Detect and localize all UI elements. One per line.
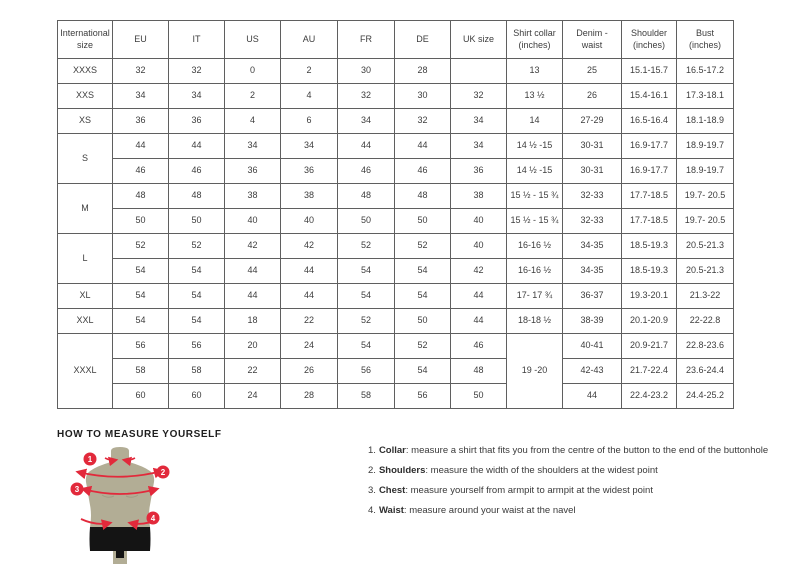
table-cell: 54 — [169, 259, 225, 284]
table-cell: 32-33 — [563, 209, 622, 234]
table-cell: 32-33 — [563, 184, 622, 209]
table-cell: 40 — [225, 209, 281, 234]
column-header-it: IT — [169, 21, 225, 59]
table-cell: 44 — [281, 259, 338, 284]
table-row-m-2 — [58, 209, 734, 234]
instruction-number: 3. — [368, 485, 376, 496]
table-cell: 20.5-21.3 — [677, 234, 734, 259]
table-cell: 36-37 — [563, 284, 622, 309]
table-cell: 16.9-17.7 — [622, 159, 677, 184]
table-cell: 24 — [281, 334, 338, 359]
table-row-xxs — [58, 84, 734, 109]
table-cell: 34-35 — [563, 234, 622, 259]
column-header-eu: EU — [113, 21, 169, 59]
table-cell: 40 — [451, 209, 507, 234]
table-row-xxxl-3 — [58, 384, 734, 409]
table-cell: 16-16 ½ — [507, 234, 563, 259]
table-cell: 6 — [281, 109, 338, 134]
table-cell: 17.7-18.5 — [622, 209, 677, 234]
table-cell: 18 — [225, 309, 281, 334]
table-cell: 44 — [225, 259, 281, 284]
instruction-number: 2. — [368, 465, 376, 476]
instruction-text: : measure around your waist at the navel — [403, 505, 576, 516]
table-cell: 42 — [225, 234, 281, 259]
instruction-term: Waist — [378, 505, 404, 516]
table-cell: 54 — [395, 284, 451, 309]
measure-marker-4 — [147, 512, 160, 525]
table-cell: 20.9-21.7 — [622, 334, 677, 359]
table-cell: 23.6-24.4 — [677, 359, 734, 384]
table-cell: 60 — [113, 384, 169, 409]
size-chart-table — [57, 20, 734, 409]
table-cell: 2 — [225, 84, 281, 109]
table-row-xxxs — [58, 59, 734, 84]
table-cell: 17.7-18.5 — [622, 184, 677, 209]
table-row-l-1 — [58, 234, 734, 259]
table-cell: 17.3-18.1 — [677, 84, 734, 109]
table-cell: 4 — [281, 84, 338, 109]
table-cell: 52 — [395, 234, 451, 259]
table-cell: 34 — [451, 109, 507, 134]
table-cell: 48 — [113, 184, 169, 209]
table-cell: 42 — [451, 259, 507, 284]
table-cell: 34 — [338, 109, 395, 134]
table-cell: 54 — [338, 284, 395, 309]
table-cell: 18.5-19.3 — [622, 259, 677, 284]
table-cell: 14 — [507, 109, 563, 134]
table-cell: 44 — [169, 134, 225, 159]
instruction-term: Collar — [378, 445, 406, 456]
table-cell: 16.9-17.7 — [622, 134, 677, 159]
table-cell: 30 — [338, 59, 395, 84]
table-cell: 34-35 — [563, 259, 622, 284]
column-header-uk-size: UK size — [451, 21, 507, 59]
table-cell: 52 — [338, 234, 395, 259]
table-cell: 32 — [169, 59, 225, 84]
instruction-text: : measure a shirt that fits you from the centre of the button to the end of the buttonhole — [405, 445, 769, 456]
measure-instruction-chest — [368, 484, 768, 504]
table-row-xxxl-1 — [58, 334, 734, 359]
table-cell: 20 — [225, 334, 281, 359]
table-cell: 16-16 ½ — [507, 259, 563, 284]
measure-marker-3 — [71, 483, 84, 496]
table-cell: 54 — [338, 334, 395, 359]
table-cell: 22.8-23.6 — [677, 334, 734, 359]
table-cell: 52 — [169, 234, 225, 259]
header-row — [58, 21, 734, 59]
table-cell: 40 — [451, 234, 507, 259]
column-header-international-size: International size — [58, 21, 113, 59]
table-row-xxxl-2 — [58, 359, 734, 384]
table-cell: 40-41 — [563, 334, 622, 359]
instruction-text: : measure yourself from armpit to armpit at the widest point — [405, 485, 653, 496]
table-cell: 15.1-15.7 — [622, 59, 677, 84]
measure-instruction-shoulders — [368, 464, 768, 484]
table-cell: 54 — [395, 359, 451, 384]
size-label-cell: M — [58, 184, 113, 234]
table-cell: 52 — [395, 334, 451, 359]
svg-text:2: 2 — [160, 468, 166, 477]
table-cell: 44 — [451, 284, 507, 309]
table-cell: 46 — [113, 159, 169, 184]
column-header-us: US — [225, 21, 281, 59]
size-label-cell: XXS — [58, 84, 113, 109]
figure-shorts — [90, 527, 151, 558]
table-cell: 38 — [281, 184, 338, 209]
size-label-cell: L — [58, 234, 113, 284]
table-cell: 44 — [338, 134, 395, 159]
instruction-number: 4. — [368, 505, 376, 516]
table-cell: 28 — [395, 59, 451, 84]
table-cell: 18-18 ½ — [507, 309, 563, 334]
table-cell: 20.5-21.3 — [677, 259, 734, 284]
table-cell: 34 — [225, 134, 281, 159]
table-cell: 27-29 — [563, 109, 622, 134]
table-cell: 50 — [169, 209, 225, 234]
table-row-m-1 — [58, 184, 734, 209]
table-cell: 50 — [338, 209, 395, 234]
size-label-cell: XXL — [58, 309, 113, 334]
table-cell: 15 ½ - 15 ¾ — [507, 184, 563, 209]
table-cell: 20.1-20.9 — [622, 309, 677, 334]
table-cell: 14 ½ -15 — [507, 159, 563, 184]
table-cell: 32 — [395, 109, 451, 134]
size-label-cell: S — [58, 134, 113, 184]
table-cell: 30 — [395, 84, 451, 109]
table-cell: 22 — [225, 359, 281, 384]
table-cell: 34 — [113, 84, 169, 109]
column-header-denim-waist: Denim - waist — [563, 21, 622, 59]
table-cell: 16.5-17.2 — [677, 59, 734, 84]
table-cell: 38-39 — [563, 309, 622, 334]
column-header-shoulder: Shoulder (inches) — [622, 21, 677, 59]
table-cell: 52 — [338, 309, 395, 334]
measure-marker-2 — [157, 466, 170, 479]
table-cell: 36 — [169, 109, 225, 134]
table-row-s-1 — [58, 134, 734, 159]
table-cell: 52 — [113, 234, 169, 259]
table-cell: 50 — [395, 309, 451, 334]
table-cell: 21.3-22 — [677, 284, 734, 309]
table-cell: 4 — [225, 109, 281, 134]
table-cell: 26 — [281, 359, 338, 384]
table-cell: 34 — [281, 134, 338, 159]
table-cell: 50 — [395, 209, 451, 234]
table-cell: 38 — [451, 184, 507, 209]
table-cell: 48 — [451, 359, 507, 384]
table-cell: 0 — [225, 59, 281, 84]
table-cell: 13 ½ — [507, 84, 563, 109]
table-cell: 17- 17 ¾ — [507, 284, 563, 309]
table-cell: 24 — [225, 384, 281, 409]
table-cell: 19.7- 20.5 — [677, 184, 734, 209]
table-cell: 44 — [113, 134, 169, 159]
table-cell: 36 — [225, 159, 281, 184]
instruction-term: Shoulders — [378, 465, 426, 476]
table-cell: 32 — [338, 84, 395, 109]
table-cell: 19.7- 20.5 — [677, 209, 734, 234]
table-cell: 54 — [395, 259, 451, 284]
table-cell: 36 — [451, 159, 507, 184]
table-cell: 24.4-25.2 — [677, 384, 734, 409]
table-cell: 34 — [169, 84, 225, 109]
table-cell: 14 ½ -15 — [507, 134, 563, 159]
table-row-s-2 — [58, 159, 734, 184]
instruction-term: Chest — [378, 485, 406, 496]
table-cell: 42-43 — [563, 359, 622, 384]
table-cell: 50 — [113, 209, 169, 234]
table-cell: 44 — [281, 284, 338, 309]
svg-text:1: 1 — [87, 455, 93, 464]
table-cell: 44 — [395, 134, 451, 159]
table-cell: 22.4-23.2 — [622, 384, 677, 409]
measure-instruction-collar — [368, 444, 768, 464]
table-cell: 18.1-18.9 — [677, 109, 734, 134]
svg-text:4: 4 — [150, 514, 156, 523]
table-row-xl — [58, 284, 734, 309]
table-cell-collar-merged: 19 -20 — [507, 334, 563, 409]
table-cell: 56 — [395, 384, 451, 409]
table-cell: 38 — [225, 184, 281, 209]
table-cell: 19.3-20.1 — [622, 284, 677, 309]
table-cell: 44 — [225, 284, 281, 309]
table-cell: 46 — [451, 334, 507, 359]
size-label-cell: XL — [58, 284, 113, 309]
table-cell: 58 — [338, 384, 395, 409]
table-row-xs — [58, 109, 734, 134]
table-cell: 42 — [281, 234, 338, 259]
svg-text:3: 3 — [74, 485, 80, 494]
table-cell: 13 — [507, 59, 563, 84]
table-cell: 28 — [281, 384, 338, 409]
table-cell: 48 — [169, 184, 225, 209]
table-cell: 54 — [338, 259, 395, 284]
table-cell: 34 — [451, 134, 507, 159]
table-cell: 48 — [338, 184, 395, 209]
mannequin-illustration — [50, 447, 190, 566]
table-header — [58, 21, 734, 59]
measure-instruction-waist — [368, 504, 768, 524]
table-cell: 18.9-19.7 — [677, 159, 734, 184]
table-cell: 32 — [113, 59, 169, 84]
table-cell: 18.9-19.7 — [677, 134, 734, 159]
table-cell: 15.4-16.1 — [622, 84, 677, 109]
table-cell: 26 — [563, 84, 622, 109]
table-cell — [451, 59, 507, 84]
table-cell: 21.7-22.4 — [622, 359, 677, 384]
table-cell: 58 — [169, 359, 225, 384]
table-row-l-2 — [58, 259, 734, 284]
size-label-cell: XXXS — [58, 59, 113, 84]
table-cell: 56 — [338, 359, 395, 384]
table-cell: 58 — [113, 359, 169, 384]
table-cell: 18.5-19.3 — [622, 234, 677, 259]
measure-instructions-list — [368, 444, 768, 524]
table-cell: 48 — [395, 184, 451, 209]
table-cell: 30-31 — [563, 159, 622, 184]
size-label-cell: XS — [58, 109, 113, 134]
table-cell: 32 — [451, 84, 507, 109]
table-cell: 60 — [169, 384, 225, 409]
table-cell: 36 — [113, 109, 169, 134]
table-cell: 46 — [395, 159, 451, 184]
table-cell: 40 — [281, 209, 338, 234]
instruction-number: 1. — [368, 445, 376, 456]
instruction-text: : measure the width of the shoulders at the widest point — [425, 465, 658, 476]
table-cell: 44 — [563, 384, 622, 409]
table-cell: 50 — [451, 384, 507, 409]
table-cell: 54 — [113, 309, 169, 334]
column-header-shirt-collar: Shirt collar (inches) — [507, 21, 563, 59]
measure-section-title: HOW TO MEASURE YOURSELF — [57, 429, 222, 440]
table-cell: 56 — [113, 334, 169, 359]
table-cell: 46 — [338, 159, 395, 184]
table-cell: 22-22.8 — [677, 309, 734, 334]
column-header-bust: Bust (inches) — [677, 21, 734, 59]
table-cell: 25 — [563, 59, 622, 84]
table-cell: 54 — [113, 259, 169, 284]
column-header-au: AU — [281, 21, 338, 59]
table-cell: 36 — [281, 159, 338, 184]
table-cell: 30-31 — [563, 134, 622, 159]
table-cell: 22 — [281, 309, 338, 334]
table-cell: 54 — [169, 284, 225, 309]
table-cell: 56 — [169, 334, 225, 359]
measure-marker-1 — [84, 453, 97, 466]
size-label-cell: XXXL — [58, 334, 113, 409]
table-cell: 54 — [113, 284, 169, 309]
table-cell: 46 — [169, 159, 225, 184]
table-cell: 54 — [169, 309, 225, 334]
table-cell: 16.5-16.4 — [622, 109, 677, 134]
table-cell: 44 — [451, 309, 507, 334]
table-row-xxl — [58, 309, 734, 334]
column-header-fr: FR — [338, 21, 395, 59]
table-cell: 2 — [281, 59, 338, 84]
column-header-de: DE — [395, 21, 451, 59]
table-cell: 15 ½ - 15 ¾ — [507, 209, 563, 234]
